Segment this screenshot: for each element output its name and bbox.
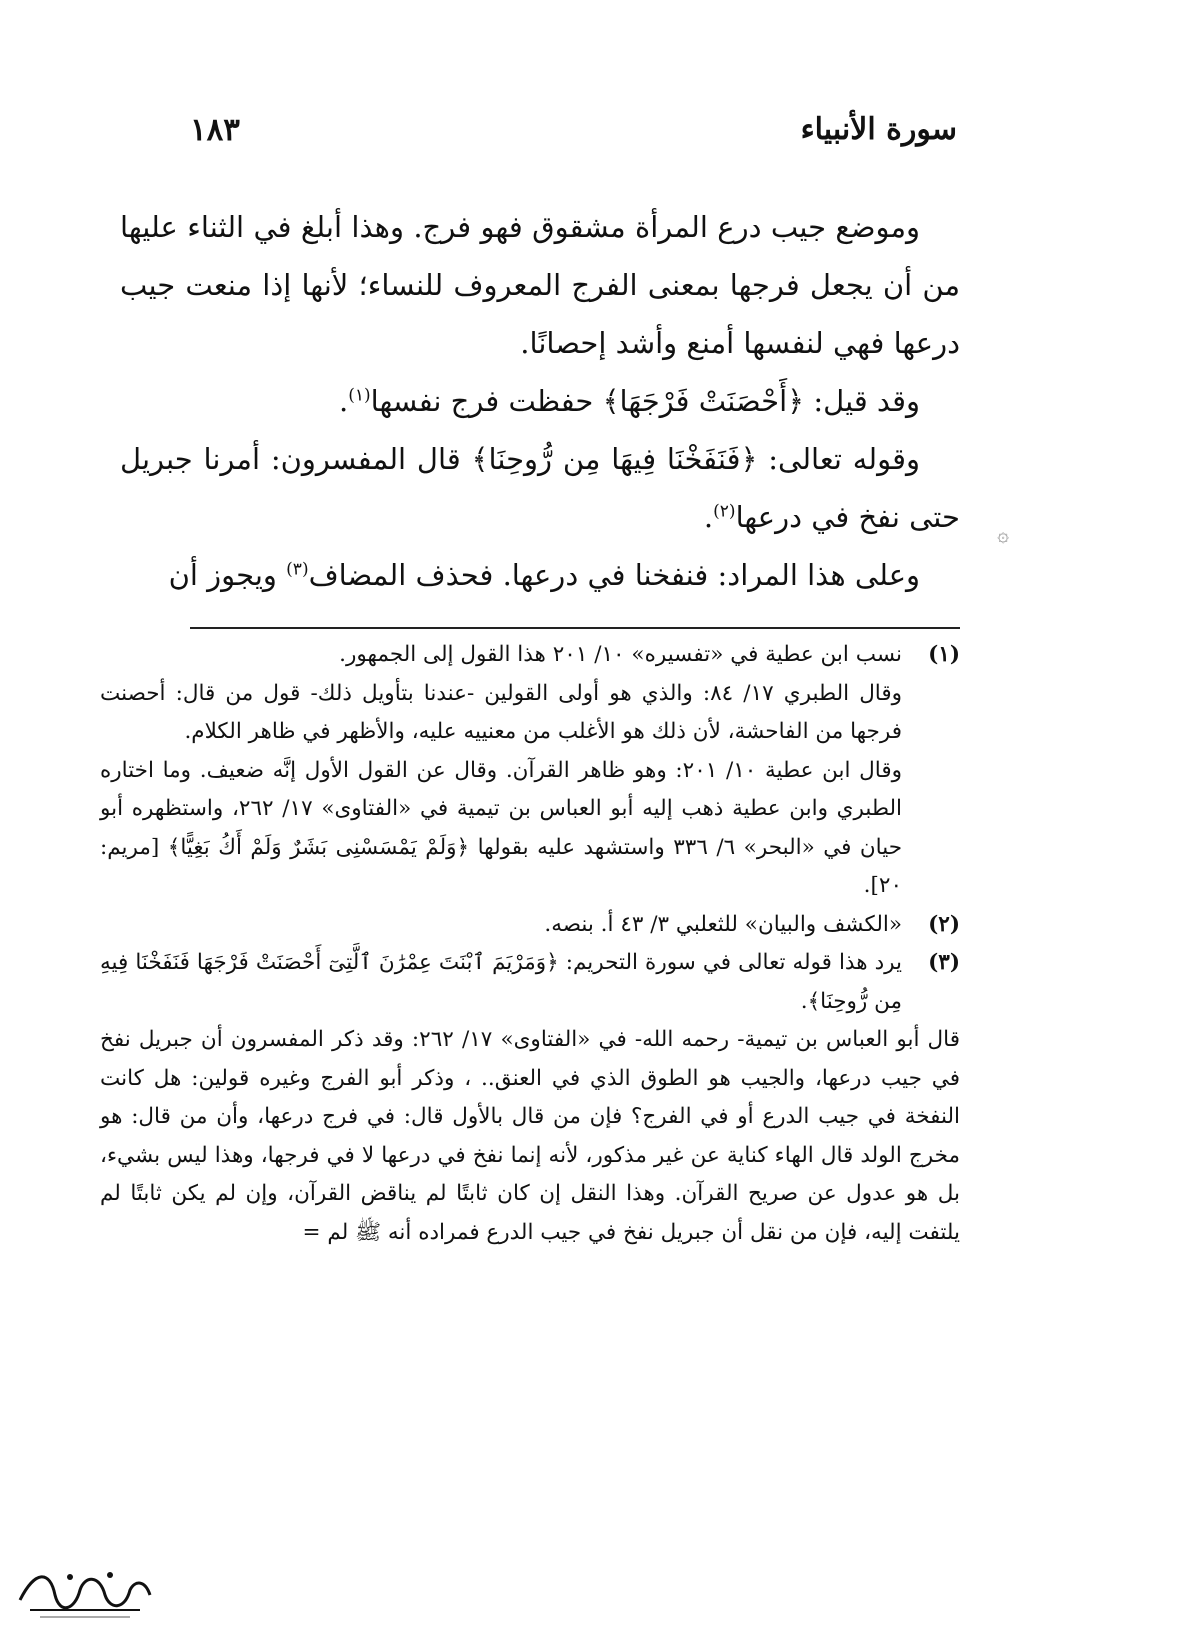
text-run: حفظت فرج نفسها [370, 384, 603, 418]
footnote-separator [190, 627, 960, 629]
footnote-continuation [100, 1021, 960, 1252]
page-number: ١٨٣ [190, 112, 240, 148]
text-run: وعلى هذا المراد: فنفخنا في درعها. فحذف المضاف [308, 558, 920, 592]
publisher-logo-icon [10, 1555, 160, 1635]
text-run: وقوله تعالى: [757, 442, 920, 476]
footnote-ref: (٣) [286, 559, 309, 580]
footnote-body [100, 636, 902, 906]
text-run: . [800, 988, 808, 1014]
footnote-paragraph [100, 944, 902, 1021]
footnote [100, 636, 960, 906]
quran-quote: ﴿أَحْصَنَتْ فَرْجَهَا﴾ [602, 384, 805, 418]
footnote-number: (١) [928, 642, 960, 667]
footnote-paragraph [100, 906, 902, 945]
footnote-number: (٢) [928, 911, 960, 937]
body-paragraph [120, 198, 960, 372]
footnote-paragraph [100, 675, 902, 752]
text-run: [مريم: ٢٠]. [100, 834, 902, 898]
text-run: قال المفسرون: أمرنا جبريل حتى نفخ في درعها [120, 442, 960, 534]
text-run: نسب ابن عطية في «تفسيره» ١٠/ ٢٠١ هذا القول إلى الجمهور. [339, 642, 902, 667]
body-paragraph [120, 546, 960, 604]
text-run: وقد قيل: [804, 384, 920, 418]
footnote-ref: (١) [348, 385, 371, 406]
main-text [120, 198, 960, 604]
text-run: يرد هذا قوله تعالى في سورة التحريم: [558, 950, 902, 975]
footnote-ref: (٢) [713, 501, 736, 522]
footnote [100, 944, 960, 1021]
text-run: وقال الطبري ١٧/ ٨٤: والذي هو أولى القولين -عندنا بتأويل ذلك- قول من قال: أحصنت فرجها من الفاحشة، لأن ذلك هو الأغلب من معنييه عليه، والأظهر في ظاهر الكلام. [100, 680, 903, 744]
text-run: . [703, 500, 714, 534]
footnote-body [100, 944, 902, 1021]
footnote-paragraph [100, 752, 902, 906]
footnote-paragraph [100, 636, 902, 675]
footnote-number: (٣) [928, 950, 960, 975]
footnote-body [100, 906, 902, 945]
text-run: وقال ابن عطية ١٠/ ٢٠١: وهو ظاهر القرآن. وقال عن القول الأول إنَّه ضعيف. وما اختاره الطبري وابن عطية ذهب إليه أبو العباس بن تيمية في «الفتاوى» ١٧/ ٢٦٢، واستظهره أبو حيان في «البحر» ٦/ ٣٣٦ واستشهد عليه بقولها [100, 757, 903, 860]
quran-quote: ﴿فَنَفَخْنَا فِيهَا مِن رُّوحِنَا﴾ [471, 442, 758, 476]
text-run: «الكشف والبيان» للثعلبي ٣/ ٤٣ أ. بنصه. [544, 911, 902, 937]
margin-ornament-icon: ۞ [997, 522, 1009, 546]
footnotes [100, 636, 960, 1252]
quran-quote: ﴿وَلَمْ يَمْسَسْنِى بَشَرٌ وَلَمْ أَكُ بَغِيًّا﴾ [167, 834, 470, 860]
body-paragraph [120, 430, 960, 546]
quran-quote: ﴿وَمَرْيَمَ ٱبْنَتَ عِمْرَٰنَ ٱلَّتِىٓ أَحْصَنَتْ فَرْجَهَا فَنَفَخْنَا فِيهِ مِن رُّوحِنَا﴾ [100, 950, 902, 1014]
running-head: سورة الأنبياء [800, 112, 957, 147]
text-run: ويجوز أن [168, 558, 287, 592]
text-run: وموضع جيب درع المرأة مشقوق فهو فرج. وهذا أبلغ في الثناء عليها من أن يجعل فرجها بمعنى الفرج المعروف للنساء؛ لأنها إذا منعت جيب درعها فهي لنفسها أمنع وأشد إحصانًا. [120, 210, 960, 360]
footnote [100, 906, 960, 945]
text-run: . [339, 384, 349, 418]
text-run: قال أبو العباس بن تيمية- رحمه الله- في «الفتاوى» ١٧/ ٢٦٢: وقد ذكر المفسرون أن جبريل نفخ في جيب درعها، والجيب هو الطوق الذي في العنق.. ، وذكر أبو الفرج وغيره قولين: هل كانت النفخة في جيب الدرع أو في الفرج؟ فإن من قال بالأول قال: في فرج درعها، وأن من قال: هو مخرج الولد قال الهاء كناية عن غير مذكور، لأنه إنما نفخ في درعها لا في فرجها، وهذا ليس بشيء، بل هو عدول عن صريح القرآن. وهذا النقل إن كان ثابتًا لم يناقض القرآن، وإن لم يكن ثابتًا لم يلتفت إليه، فإن من نقل أن جبريل نفخ في جيب الدرع فمراده أنه ﷺ لم = [100, 1027, 961, 1245]
body-paragraph [120, 372, 960, 430]
